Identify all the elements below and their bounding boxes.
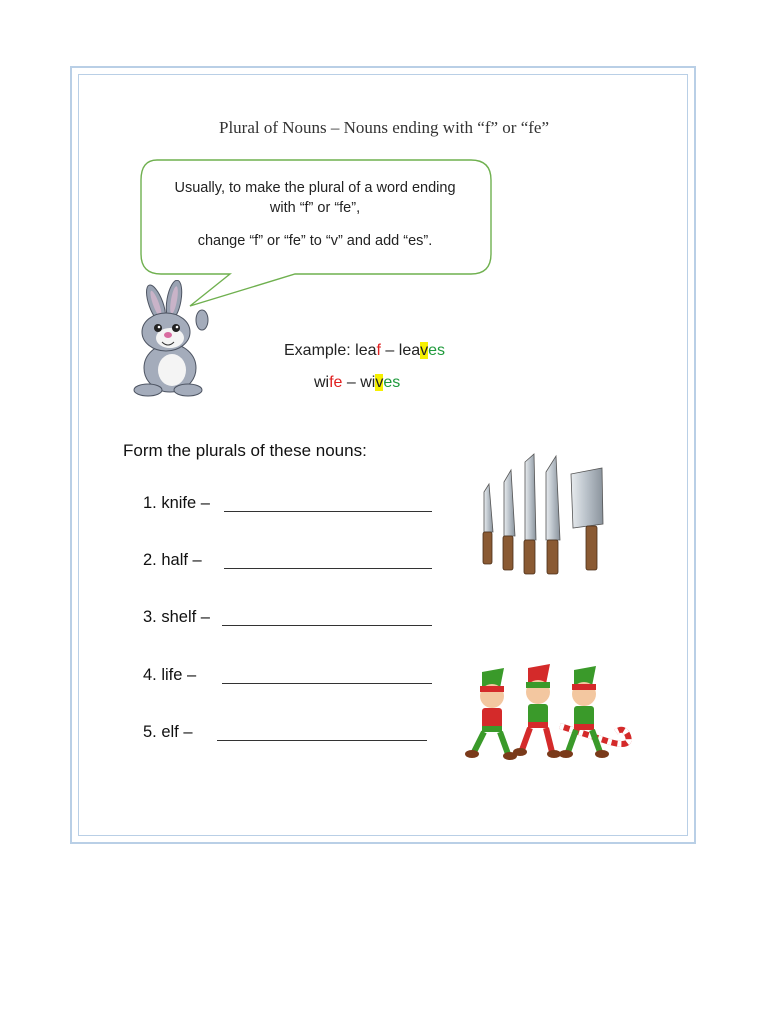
exercise-item-knife: 1. knife – [143,494,210,512]
answer-blank-knife[interactable] [224,510,432,512]
elves-illustration [460,660,640,770]
answer-blank-half[interactable] [224,567,432,569]
example-word-plural: leaves [398,342,446,359]
answer-blank-elf[interactable] [217,739,427,741]
exercise-item-shelf: 3. shelf – [143,608,210,626]
rule-line-2: with “f” or “fe”, [269,200,361,216]
example-word-singular: wife [314,374,343,391]
example-dash: – [342,374,361,391]
example-leaf [284,342,445,360]
exercise-item-life: 4. life – [143,666,197,684]
worksheet-title: Plural of Nouns – Nouns ending with “f” or “fe” [218,118,549,137]
example-wife [314,374,400,392]
example-label: Example: [284,342,351,359]
example-word-plural: wives [360,374,401,391]
exercise-instruction: Form the plurals of these nouns: [123,441,367,460]
rabbit-illustration [122,280,214,398]
rule-line-3: change “f” or “fe” to “v” and add “es”. [197,233,433,249]
knives-illustration [470,452,610,578]
rule-line-1: Usually, to make the plural of a word ending [174,180,456,196]
example-dash: – [380,342,399,359]
exercise-item-elf: 5. elf – [143,723,193,741]
exercise-item-half: 2. half – [143,551,202,569]
rule-text [148,178,482,218]
answer-blank-shelf[interactable] [222,624,432,626]
example-word-singular: leaf [355,342,381,359]
answer-blank-life[interactable] [222,682,432,684]
